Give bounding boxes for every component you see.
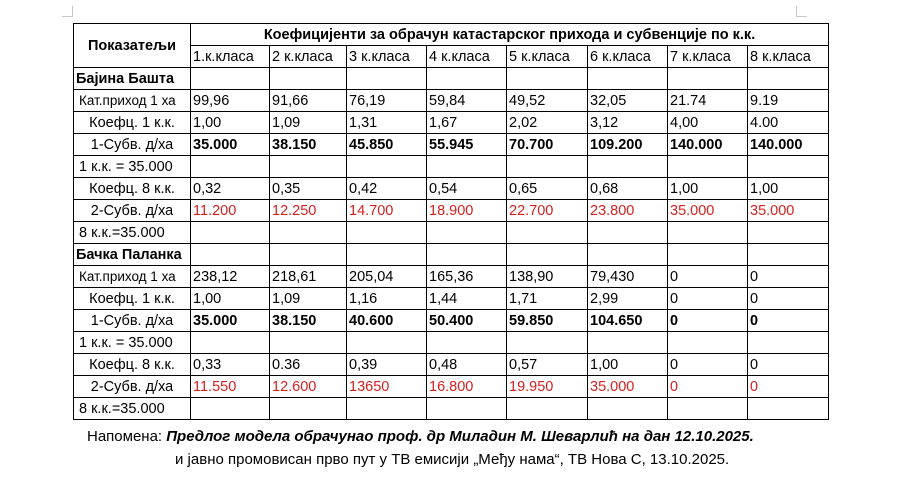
value-cell: 0 bbox=[748, 288, 829, 310]
header-row-title bbox=[74, 24, 829, 46]
table-row bbox=[74, 266, 829, 288]
empty-cell bbox=[347, 244, 427, 266]
value-cell: 22.700 bbox=[507, 200, 588, 222]
table-row bbox=[74, 156, 829, 178]
value-cell: 0,32 bbox=[191, 178, 270, 200]
value-cell bbox=[270, 156, 347, 178]
empty-cell bbox=[191, 244, 270, 266]
note-line-2: и јавно промовисан прво пут у ТВ емисији „Међу нама“, ТВ Нова С, 13.10.2025. bbox=[175, 451, 730, 468]
value-cell: 1,09 bbox=[270, 112, 347, 134]
value-cell: 0,65 bbox=[507, 178, 588, 200]
empty-cell bbox=[588, 244, 668, 266]
value-cell: 4,00 bbox=[668, 112, 748, 134]
value-cell: 11.200 bbox=[191, 200, 270, 222]
value-cell: 79,430 bbox=[588, 266, 668, 288]
value-cell: 0,33 bbox=[191, 354, 270, 376]
value-cell: 0 bbox=[748, 266, 829, 288]
value-cell: 32,05 bbox=[588, 90, 668, 112]
value-cell bbox=[668, 222, 748, 244]
class-header: 5 к.класа bbox=[507, 46, 588, 68]
row-label: 8 к.к.=35.000 bbox=[74, 222, 191, 244]
empty-cell bbox=[270, 244, 347, 266]
empty-cell bbox=[270, 68, 347, 90]
value-cell bbox=[668, 332, 748, 354]
value-cell: 38.150 bbox=[270, 134, 347, 156]
section-row bbox=[74, 244, 829, 266]
value-cell: 1,09 bbox=[270, 288, 347, 310]
value-cell: 104.650 bbox=[588, 310, 668, 332]
value-cell bbox=[588, 222, 668, 244]
value-cell: 1,00 bbox=[748, 178, 829, 200]
value-cell: 23.800 bbox=[588, 200, 668, 222]
value-cell: 1,44 bbox=[427, 288, 507, 310]
row-label: 1-Субв. д/ха bbox=[74, 310, 191, 332]
empty-cell bbox=[668, 68, 748, 90]
section-name: Бајина Башта bbox=[74, 68, 191, 90]
value-cell: 13650 bbox=[347, 376, 427, 398]
table-row bbox=[74, 288, 829, 310]
value-cell: 59.850 bbox=[507, 310, 588, 332]
empty-cell bbox=[191, 68, 270, 90]
value-cell: 99,96 bbox=[191, 90, 270, 112]
value-cell: 0 bbox=[748, 310, 829, 332]
value-cell: 19.950 bbox=[507, 376, 588, 398]
value-cell: 238,12 bbox=[191, 266, 270, 288]
value-cell: 49,52 bbox=[507, 90, 588, 112]
value-cell: 40.600 bbox=[347, 310, 427, 332]
value-cell bbox=[748, 398, 829, 420]
value-cell: 55.945 bbox=[427, 134, 507, 156]
indicators-header: Показатељи bbox=[74, 24, 191, 68]
page-corner-mark-right bbox=[796, 6, 807, 17]
value-cell bbox=[427, 332, 507, 354]
value-cell: 218,61 bbox=[270, 266, 347, 288]
value-cell bbox=[588, 156, 668, 178]
value-cell: 140.000 bbox=[748, 134, 829, 156]
value-cell: 205,04 bbox=[347, 266, 427, 288]
row-label: 8 к.к.=35.000 bbox=[74, 398, 191, 420]
table-row bbox=[74, 376, 829, 398]
value-cell: 0.36 bbox=[270, 354, 347, 376]
row-label: Коефц. 1 к.к. bbox=[74, 112, 191, 134]
empty-cell bbox=[427, 68, 507, 90]
value-cell: 35.000 bbox=[668, 200, 748, 222]
value-cell: 0 bbox=[748, 354, 829, 376]
value-cell: 109.200 bbox=[588, 134, 668, 156]
value-cell: 4.00 bbox=[748, 112, 829, 134]
table-row bbox=[74, 310, 829, 332]
value-cell: 1,71 bbox=[507, 288, 588, 310]
value-cell bbox=[748, 332, 829, 354]
empty-cell bbox=[427, 244, 507, 266]
value-cell bbox=[507, 222, 588, 244]
value-cell: 18.900 bbox=[427, 200, 507, 222]
value-cell: 1,00 bbox=[668, 178, 748, 200]
value-cell bbox=[347, 332, 427, 354]
value-cell bbox=[427, 156, 507, 178]
row-label: Кат.приход 1 ха bbox=[74, 266, 191, 288]
value-cell bbox=[191, 156, 270, 178]
class-header: 2 к.класа bbox=[270, 46, 347, 68]
value-cell: 35.000 bbox=[588, 376, 668, 398]
value-cell: 1,16 bbox=[347, 288, 427, 310]
value-cell: 38.150 bbox=[270, 310, 347, 332]
value-cell bbox=[347, 222, 427, 244]
value-cell: 9.19 bbox=[748, 90, 829, 112]
value-cell bbox=[668, 398, 748, 420]
value-cell: 70.700 bbox=[507, 134, 588, 156]
note-line-1 bbox=[87, 428, 754, 445]
value-cell: 3,12 bbox=[588, 112, 668, 134]
value-cell: 12.600 bbox=[270, 376, 347, 398]
empty-cell bbox=[748, 68, 829, 90]
row-label: 2-Субв. д/ха bbox=[74, 200, 191, 222]
value-cell: 0 bbox=[668, 310, 748, 332]
class-header: 6 к.класа bbox=[588, 46, 668, 68]
table-row bbox=[74, 134, 829, 156]
value-cell: 138,90 bbox=[507, 266, 588, 288]
section-row bbox=[74, 68, 829, 90]
class-header: 8 к.класа bbox=[748, 46, 829, 68]
class-header: 4 к.класа bbox=[427, 46, 507, 68]
empty-cell bbox=[347, 68, 427, 90]
row-label: Кат.приход 1 ха bbox=[74, 90, 191, 112]
value-cell: 35.000 bbox=[748, 200, 829, 222]
value-cell: 45.850 bbox=[347, 134, 427, 156]
value-cell: 91,66 bbox=[270, 90, 347, 112]
empty-cell bbox=[507, 244, 588, 266]
value-cell: 0 bbox=[668, 354, 748, 376]
table-row bbox=[74, 354, 829, 376]
empty-cell bbox=[507, 68, 588, 90]
value-cell: 76,19 bbox=[347, 90, 427, 112]
empty-cell bbox=[668, 244, 748, 266]
table-row bbox=[74, 178, 829, 200]
value-cell: 12.250 bbox=[270, 200, 347, 222]
row-label: 1 к.к. = 35.000 bbox=[74, 156, 191, 178]
value-cell bbox=[748, 222, 829, 244]
value-cell: 16.800 bbox=[427, 376, 507, 398]
value-cell bbox=[427, 398, 507, 420]
value-cell bbox=[668, 156, 748, 178]
table-title: Коефицијенти за обрачун катастарског прихода и субвенције по к.к. bbox=[191, 24, 829, 46]
value-cell: 0,57 bbox=[507, 354, 588, 376]
value-cell: 0,54 bbox=[427, 178, 507, 200]
value-cell: 1,00 bbox=[588, 354, 668, 376]
coefficients-table bbox=[73, 23, 829, 420]
value-cell bbox=[427, 222, 507, 244]
table-row bbox=[74, 398, 829, 420]
row-label: Коефц. 8 к.к. bbox=[74, 178, 191, 200]
page-corner-mark-left bbox=[62, 6, 73, 17]
value-cell bbox=[270, 332, 347, 354]
table-row bbox=[74, 90, 829, 112]
section-name: Бачка Паланка bbox=[74, 244, 191, 266]
value-cell: 0,39 bbox=[347, 354, 427, 376]
value-cell: 35.000 bbox=[191, 134, 270, 156]
value-cell: 35.000 bbox=[191, 310, 270, 332]
value-cell bbox=[191, 222, 270, 244]
empty-cell bbox=[748, 244, 829, 266]
row-label: 1 к.к. = 35.000 bbox=[74, 332, 191, 354]
value-cell bbox=[588, 398, 668, 420]
value-cell: 1,67 bbox=[427, 112, 507, 134]
class-header: 7 к.класа bbox=[668, 46, 748, 68]
value-cell: 11.550 bbox=[191, 376, 270, 398]
value-cell: 1,00 bbox=[191, 112, 270, 134]
note-author: Предлог модела обрачунао проф. др Миладин М. Шеварлић на дан 12.10.2025. bbox=[166, 428, 754, 445]
row-label: Коефц. 8 к.к. bbox=[74, 354, 191, 376]
value-cell: 0,35 bbox=[270, 178, 347, 200]
value-cell bbox=[270, 222, 347, 244]
value-cell: 1,31 bbox=[347, 112, 427, 134]
value-cell: 0 bbox=[668, 288, 748, 310]
row-label: Коефц. 1 к.к. bbox=[74, 288, 191, 310]
value-cell: 0 bbox=[668, 266, 748, 288]
value-cell bbox=[270, 398, 347, 420]
value-cell: 140.000 bbox=[668, 134, 748, 156]
value-cell bbox=[588, 332, 668, 354]
value-cell bbox=[347, 398, 427, 420]
value-cell: 2,99 bbox=[588, 288, 668, 310]
table-row bbox=[74, 200, 829, 222]
value-cell bbox=[347, 156, 427, 178]
value-cell: 165,36 bbox=[427, 266, 507, 288]
value-cell: 0 bbox=[748, 376, 829, 398]
value-cell: 2,02 bbox=[507, 112, 588, 134]
class-header: 1.к.класа bbox=[191, 46, 270, 68]
value-cell bbox=[507, 332, 588, 354]
value-cell: 21.74 bbox=[668, 90, 748, 112]
row-label: 1-Субв. д/ха bbox=[74, 134, 191, 156]
empty-cell bbox=[588, 68, 668, 90]
value-cell: 0,68 bbox=[588, 178, 668, 200]
value-cell: 14.700 bbox=[347, 200, 427, 222]
table-row bbox=[74, 222, 829, 244]
value-cell: 0,48 bbox=[427, 354, 507, 376]
class-header: 3 к.класа bbox=[347, 46, 427, 68]
value-cell: 50.400 bbox=[427, 310, 507, 332]
value-cell bbox=[748, 156, 829, 178]
value-cell bbox=[191, 398, 270, 420]
value-cell: 0,42 bbox=[347, 178, 427, 200]
row-label: 2-Субв. д/ха bbox=[74, 376, 191, 398]
note-prefix: Напомена: bbox=[87, 428, 167, 445]
value-cell: 1,00 bbox=[191, 288, 270, 310]
table-row bbox=[74, 332, 829, 354]
value-cell: 0 bbox=[668, 376, 748, 398]
value-cell bbox=[507, 156, 588, 178]
value-cell: 59,84 bbox=[427, 90, 507, 112]
value-cell bbox=[191, 332, 270, 354]
table-row bbox=[74, 112, 829, 134]
value-cell bbox=[507, 398, 588, 420]
